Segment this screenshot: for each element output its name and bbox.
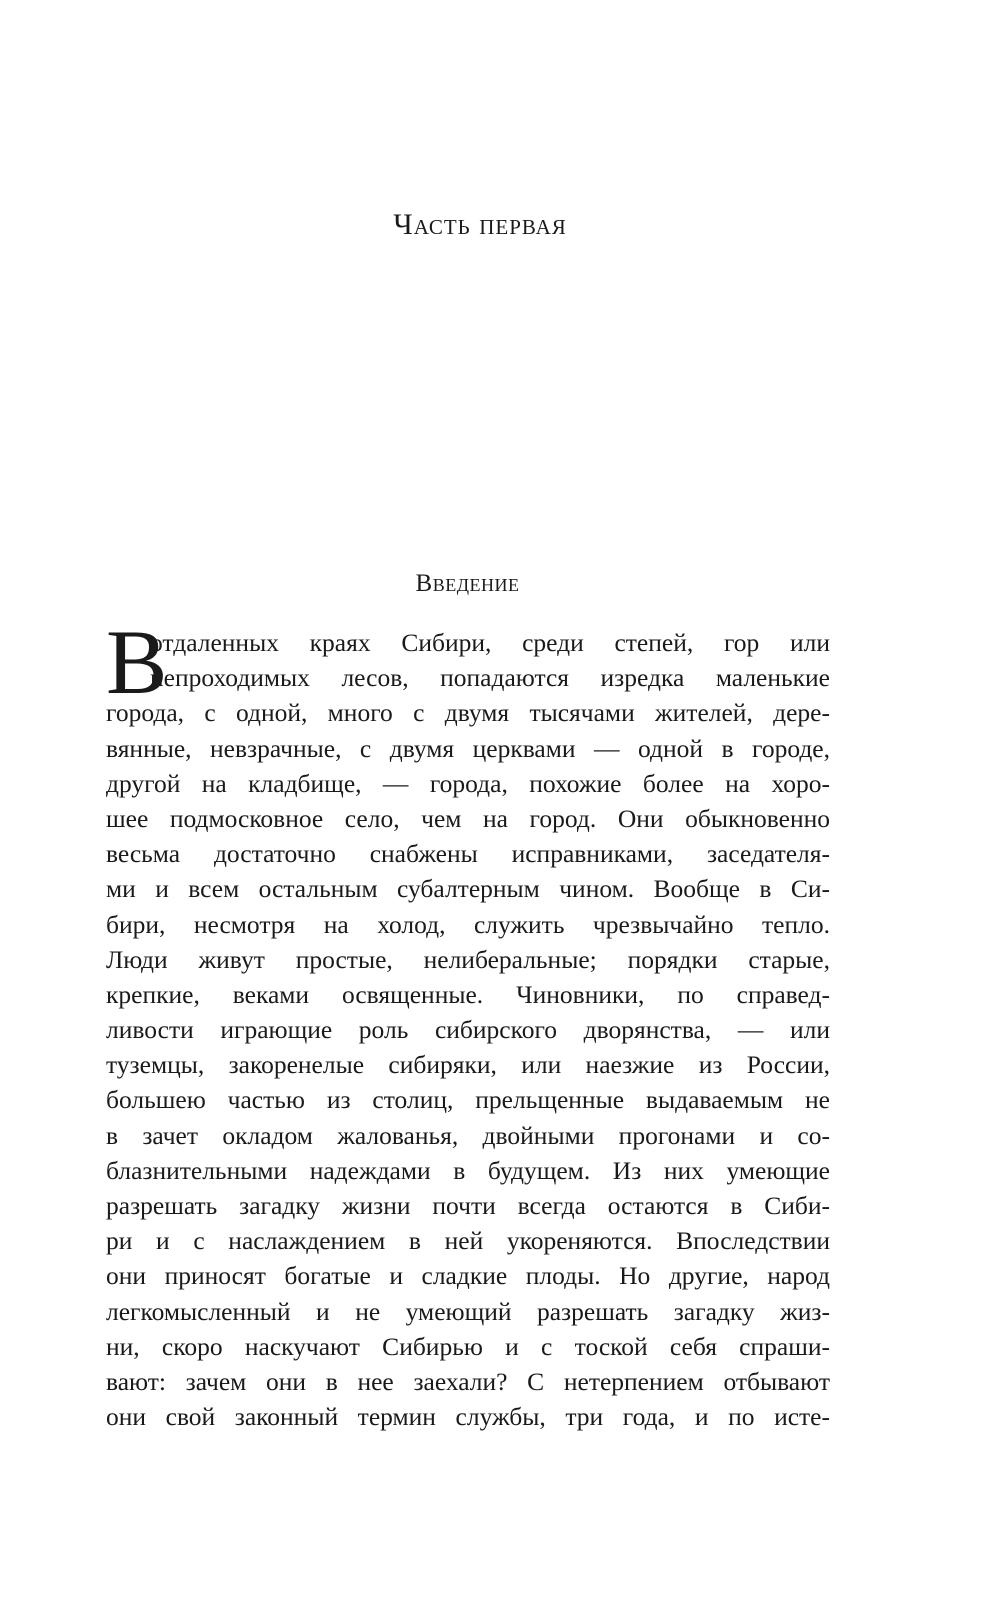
text-line: отдаленных краях Сибири, среди степей, гор или: [150, 628, 830, 657]
text-line: весьма достаточно снабжены исправниками, заседателя-: [106, 839, 830, 869]
drop-cap: В: [106, 611, 168, 713]
text-line: блазнительными надеждами в будущем. Из них умеющие: [106, 1155, 830, 1185]
text-line: бири, несмотря на холод, служить чрезвычайно тепло.: [106, 909, 830, 939]
text-line: туземцы, закоренелые сибиряки, или наезжие из России,: [106, 1050, 830, 1080]
body-text: [106, 611, 830, 1434]
text-line: легкомысленный и не умеющий разрешать загадку жиз-: [106, 1296, 830, 1326]
text-line: большею частью из столиц, прельщенные выдаваемым не: [106, 1085, 830, 1115]
text-line: разрешать загадку жизни почти всегда остаются в Сиби-: [106, 1191, 830, 1220]
text-line: вают: зачем они в нее заехали? С нетерпением отбывают: [106, 1366, 830, 1396]
text-line: непроходимых лесов, попадаются изредка маленькие: [150, 663, 830, 693]
chapter-title: Введение: [415, 570, 520, 597]
text-line: они свой законный термин службы, три года, и по исте-: [106, 1402, 830, 1432]
text-line: Люди живут простые, нелиберальные; порядки старые,: [106, 944, 830, 974]
part-title: Часть первая: [393, 208, 567, 241]
text-line: они приносят богатые и сладкие плоды. Но другие, народ: [106, 1261, 830, 1291]
text-line: другой на кладбище, — города, похожие более на хоро-: [106, 768, 830, 798]
text-line: крепкие, веками освященные. Чиновники, по справед-: [106, 979, 830, 1009]
text-line: шее подмосковное село, чем на город. Они обыкновенно: [106, 803, 830, 833]
text-line: ри и с наслаждением в ней укореняются. Впоследствии: [106, 1226, 830, 1256]
text-line: ливости играющие роль сибирского дворянства, — или: [106, 1015, 830, 1045]
text-line: вянные, невзрачные, с двумя церквами — одной в городе,: [106, 733, 830, 763]
text-line: ни, скоро наскучают Сибирью и с тоской себя спраши-: [106, 1331, 830, 1361]
text-line: в зачет окладом жалованья, двойными прогонами и со-: [106, 1120, 830, 1150]
text-line: города, с одной, много с двумя тысячами жителей, дере-: [106, 698, 830, 728]
text-line: ми и всем остальным субалтерным чином. Вообще в Си-: [106, 874, 830, 904]
